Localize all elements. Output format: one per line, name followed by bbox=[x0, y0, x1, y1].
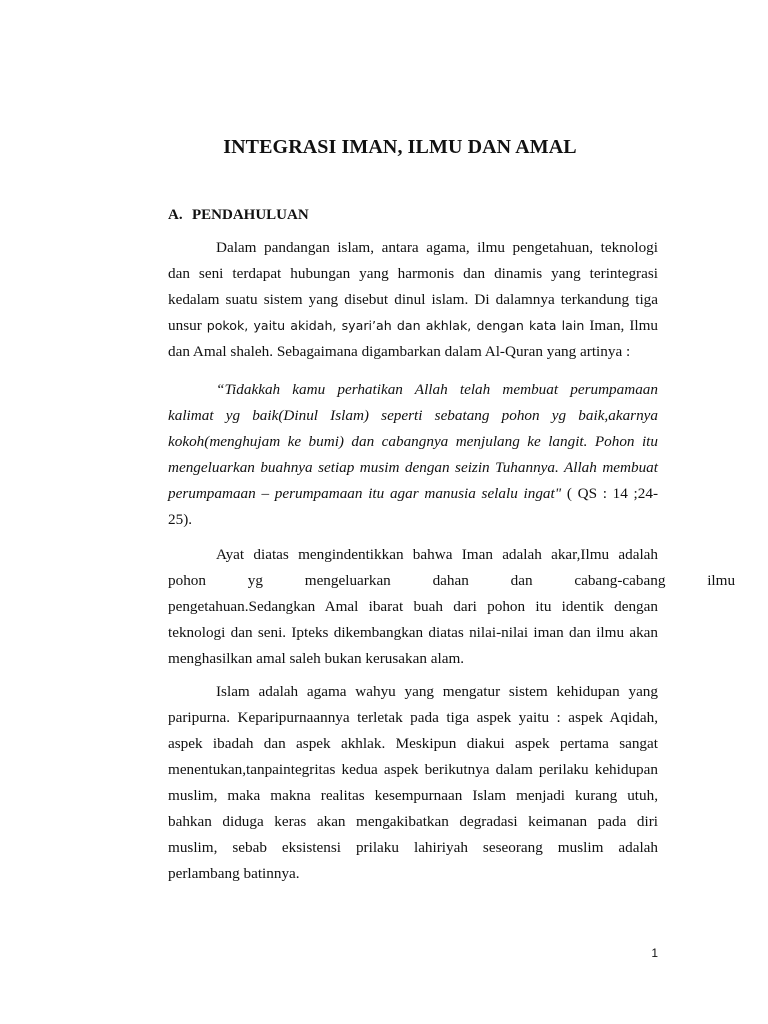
paragraph-line bbox=[168, 679, 658, 705]
paragraph-line: perlambang batinnya. bbox=[168, 865, 300, 882]
paragraph-line: dan seni terdapat hubungan yang harmonis dan dinamis yang terintegrasi bbox=[168, 265, 658, 282]
paragraph-line-text: Iman, Ilmu bbox=[584, 317, 659, 334]
paragraph-line: aspek ibadah dan aspek akhlak. Meskipun diakui aspek pertama sangat bbox=[168, 735, 658, 752]
quote-line: kalimat yg baik(Dinul Islam) seperti sebatang pohon yg baik,akarnya bbox=[168, 407, 658, 424]
section-heading bbox=[168, 207, 309, 224]
quote-line-text: “Tidakkah kamu perhatikan Allah telah membuat perumpamaan bbox=[216, 381, 658, 398]
section-number: A. bbox=[168, 207, 183, 223]
paragraph-line-text: unsur bbox=[168, 317, 207, 334]
section-heading-text: PENDAHULUAN bbox=[192, 207, 309, 223]
paragraph-quote bbox=[168, 377, 658, 533]
paragraph-line bbox=[168, 235, 658, 261]
paragraph-explanation bbox=[168, 542, 736, 672]
paragraph-line: dan Amal shaleh. Sebagaimana digambarkan dalam Al-Quran yang artinya : bbox=[168, 343, 631, 360]
paragraph-line-text: Islam adalah agama wahyu yang mengatur sistem kehidupan yang bbox=[216, 683, 658, 700]
document-title: INTEGRASI IMAN, ILMU DAN AMAL bbox=[223, 136, 577, 158]
paragraph-islam bbox=[168, 679, 658, 887]
quote-line bbox=[168, 481, 658, 507]
page-number: 1 bbox=[651, 946, 658, 960]
paragraph-line bbox=[168, 542, 658, 568]
paragraph-line: bahkan diduga keras akan mengakibatkan degradasi keimanan pada diri bbox=[168, 813, 658, 830]
paragraph-line: menentukan,tanpaintegritas kedua aspek berikutnya dalam perilaku kehidupan bbox=[168, 761, 658, 778]
quote-line: mengeluarkan buahnya setiap musim dengan seizin Tuhannya. Allah membuat bbox=[168, 459, 658, 476]
paragraph-line bbox=[168, 313, 658, 339]
quote-line bbox=[168, 377, 658, 403]
quote-citation-end: 25). bbox=[168, 511, 193, 528]
paragraph-line: pengetahuan.Sedangkan Amal ibarat buah dari pohon itu identik dengan bbox=[168, 598, 658, 615]
paragraph-line: pohon yg mengeluarkan dahan dan cabang-cabang ilmu bbox=[168, 572, 736, 589]
paragraph-intro bbox=[168, 235, 658, 365]
paragraph-line-text: Dalam pandangan islam, antara agama, ilmu pengetahuan, teknologi bbox=[216, 239, 658, 256]
paragraph-line: kedalam suatu sistem yang disebut dinul islam. Di dalamnya terkandung tiga bbox=[168, 291, 658, 308]
paragraph-line-text: Ayat diatas mengindentikkan bahwa Iman adalah akar,Ilmu adalah bbox=[216, 546, 658, 563]
quote-line: kokoh(menghujam ke bumi) dan cabangnya menjulang ke langit. Pohon itu bbox=[168, 433, 658, 450]
paragraph-line: muslim, maka makna realitas kesempurnaan Islam menjadi kurang utuh, bbox=[168, 787, 658, 804]
paragraph-line: menghasilkan amal saleh bukan kerusakan alam. bbox=[168, 650, 465, 667]
paragraph-line: muslim, sebab eksistensi prilaku lahiriyah seseorang muslim adalah bbox=[168, 839, 658, 856]
paragraph-line-text: pokok, yaitu akidah, syari’ah dan akhlak, dengan kata lain bbox=[206, 318, 585, 333]
paragraph-line: paripurna. Keparipurnaannya terletak pada tiga aspek yaitu : aspek Aqidah, bbox=[168, 709, 658, 726]
paragraph-line: teknologi dan seni. Ipteks dikembangkan diatas nilai-nilai iman dan ilmu akan bbox=[168, 624, 658, 641]
quote-line-text: perumpamaan – perumpamaan itu agar manusia selalu ingat" bbox=[168, 485, 562, 502]
quote-citation: ( QS : 14 ;24- bbox=[561, 485, 659, 502]
